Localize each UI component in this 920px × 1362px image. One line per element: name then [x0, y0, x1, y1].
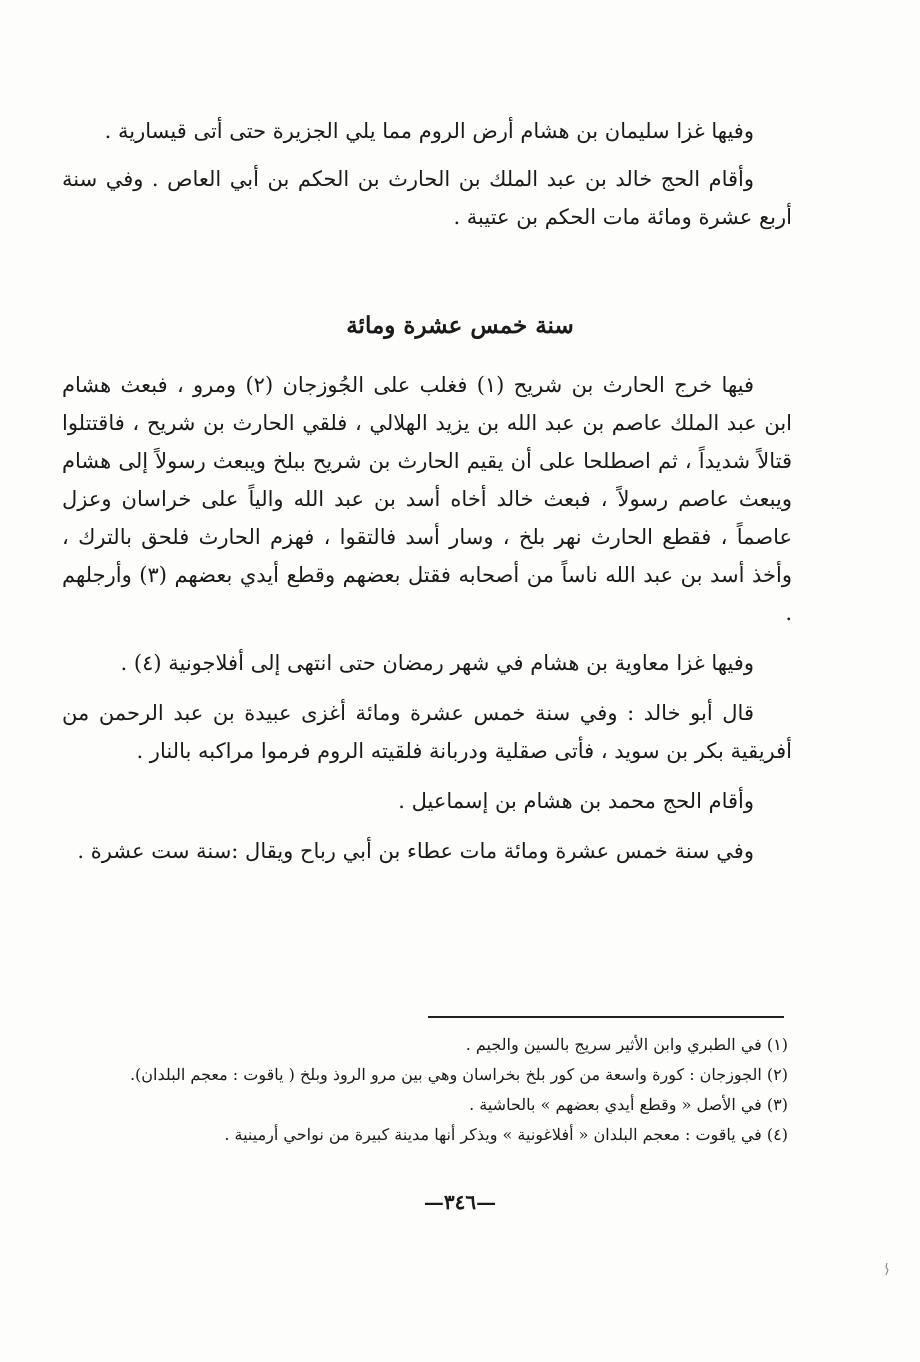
- paragraph-7: وفي سنة خمس عشرة ومائة مات عطاء بن أبي رباح ويقال :سنة ست عشرة .: [77, 839, 754, 863]
- footnotes: [118, 1030, 788, 1150]
- paragraph-4: وفيها غزا معاوية بن هشام في شهر رمضان حتى انتهى إلى أفلاجونية (٤) .: [120, 651, 754, 675]
- paragraph-2: وأقام الحج خالد بن عبد الملك بن الحارث بن الحكم بن أبي العاص . وفي سنة أربع عشرة ومائة مات الحكم بن عتيبة .: [62, 167, 792, 229]
- paragraph-3: فيها خرج الحارث بن شريح (١) فغلب على الجُوزجان (٢) ومرو ، فبعث هشام ابن عبد الملك عاصم بن عبد الله بن يزيد الهلالي ، فلقي الحارث بن شريح ، فاقتتلوا قتالاً شديداً ، ثم اصطلحا على أن يقيم الحارث بن شريح ببلخ ويبعث رسولاً إلى هشام ويبعث عاصم رسولاً ، فبعث خالد أخاه أسد بن عبد الله والياً على خراسان وعزل عاصماً ، فقطع الحارث نهر بلخ ، وسار أسد فالتقوا ، فهزم الحارث فلحق بالترك ، وأخذ أسد بن عبد الله ناساً من أصحابه فقتل بعضهم وقطع أيدي بعضهم (٣) وأرجلهم .: [62, 373, 792, 625]
- section-heading: سنة خمس عشرة ومائة: [346, 312, 574, 339]
- footnote-3: (٣) في الأصل « وقطع أيدي بعضهم » بالحاشية .: [469, 1095, 788, 1114]
- footnote-1: (١) في الطبري وابن الأثير سريج بالسين والجيم .: [465, 1035, 788, 1054]
- footnote-divider: [428, 1016, 784, 1018]
- paragraph-5: قال أبو خالد : وفي سنة خمس عشرة ومائة أغزى عبيدة بن عبد الرحمن من أفريقية بكر بن سويد ، فأتى صقلية ودربانة فلقيته الروم فرموا مراكبه بالنار .: [62, 701, 792, 763]
- paragraph-1: وفيها غزا سليمان بن هشام أرض الروم مما يلي الجزيرة حتى أتى قيسارية .: [104, 119, 754, 143]
- scan-speck-mark: [884, 1262, 890, 1276]
- main-paragraphs: [62, 366, 792, 870]
- footnote-2: (٢) الجوزجان : كورة واسعة من كور بلخ بخراسان وهي بين مرو الروذ وبلخ ( ياقوت : معجم البلدان).: [129, 1065, 788, 1084]
- footnote-4: (٤) في ياقوت : معجم البلدان « أفلاغونية » ويذكر أنها مدينة كبيرة من نواحي أرمينية .: [224, 1125, 788, 1144]
- opening-paragraphs: [62, 112, 792, 236]
- paragraph-6: وأقام الحج محمد بن هشام بن إسماعيل .: [398, 789, 754, 813]
- page-number: —٣٤٦—: [423, 1190, 497, 1214]
